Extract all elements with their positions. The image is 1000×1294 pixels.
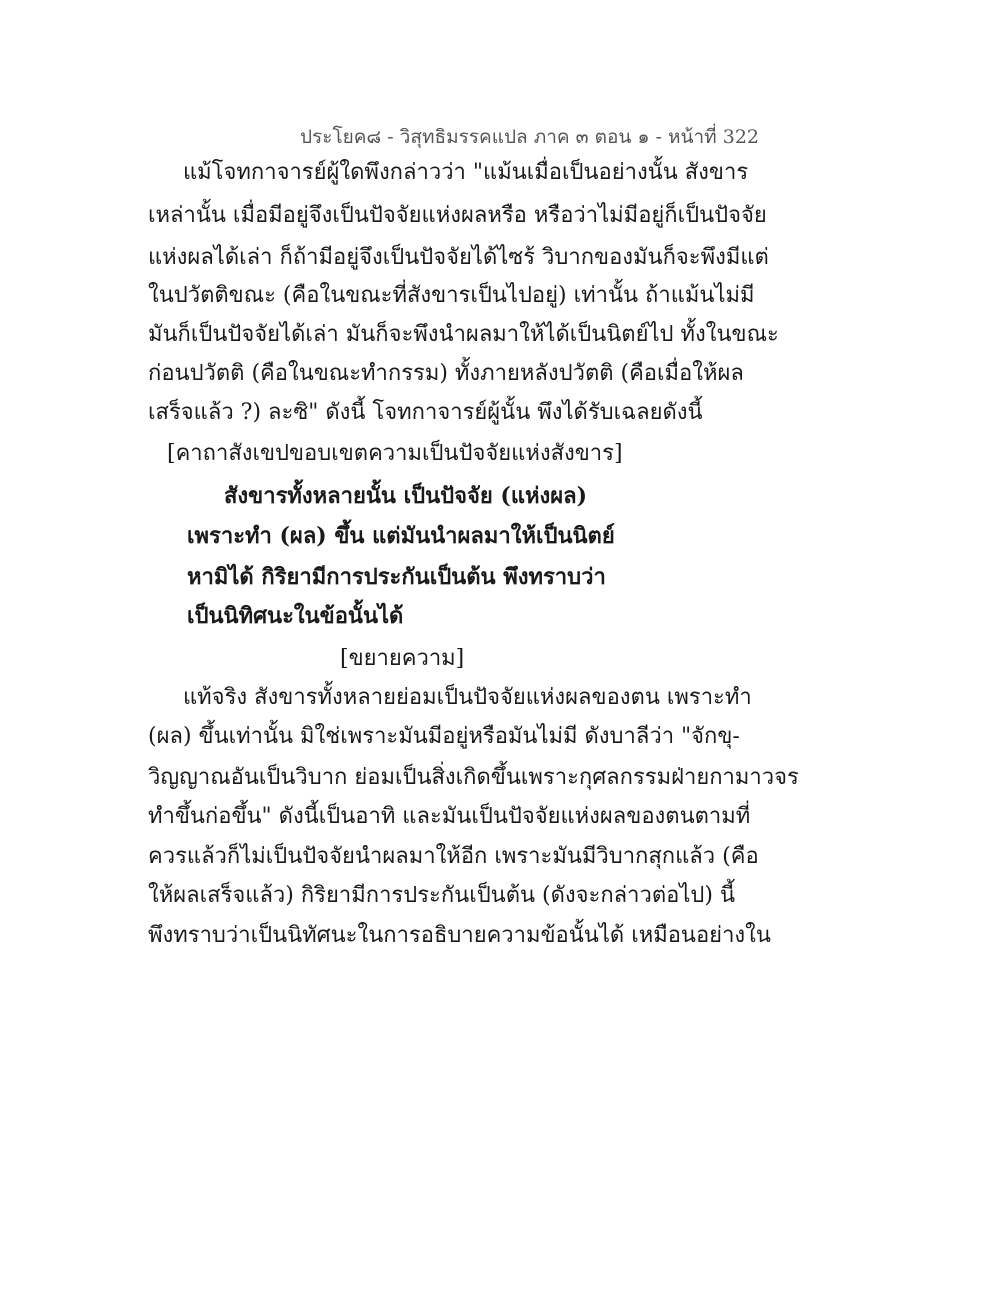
paragraph-1-line: เสร็จแล้ว ?) ละซิ" ดังนี้ โจทกาจารย์ผู้นั้น พึงได้รับเฉลยดังนี้	[148, 400, 703, 425]
verse-line: หามิได้ กิริยามีการประกันเป็นต้น พึงทราบว่า	[187, 564, 606, 590]
paragraph-2-line: แท้จริง สังขารทั้งหลายย่อมเป็นปัจจัยแห่งผลของตน เพราะทำ	[183, 685, 752, 710]
paragraph-1-line: ก่อนปวัตติ (คือในขณะทำกรรม) ทั้งภายหลังปวัตติ (คือเมื่อให้ผล	[148, 361, 744, 386]
paragraph-2-line: พึงทราบว่าเป็นนิทัศนะในการอธิบายความข้อนั้นได้ เหมือนอย่างใน	[148, 923, 771, 948]
section-heading: [ขยายความ]	[340, 646, 465, 671]
paragraph-2-line: ควรแล้วก็ไม่เป็นปัจจัยนำผลมาให้อีก เพราะมันมีวิบากสุกแล้ว (คือ	[148, 844, 759, 869]
page-header: ประโยค๘ - วิสุทธิมรรคแปล ภาค ๓ ตอน ๑ - หน้าที่ 322	[300, 126, 760, 148]
paragraph-2-line: ให้ผลเสร็จแล้ว) กิริยามีการประกันเป็นต้น (ดังจะกล่าวต่อไป) นี้	[148, 883, 736, 908]
paragraph-1-line: เหล่านั้น เมื่อมีอยู่จึงเป็นปัจจัยแห่งผลหรือ หรือว่าไม่มีอยู่ก็เป็นปัจจัย	[148, 203, 767, 228]
verse-line: เพราะทำ (ผล) ขึ้น แต่มันนำผลมาให้เป็นนิตย์	[187, 523, 615, 549]
verse-line: เป็นนิทิศนะในข้อนั้นได้	[187, 603, 404, 629]
paragraph-1-line: แม้โจทกาจารย์ผู้ใดพึงกล่าวว่า "แม้นเมื่อเป็นอย่างนั้น สังขาร	[183, 160, 749, 185]
verse-heading: [คาถาสังเขปขอบเขตความเป็นปัจจัยแห่งสังขาร]	[167, 441, 623, 466]
paragraph-2-line: ทำขึ้นก่อขึ้น" ดังนี้เป็นอาทิ และมันเป็นปัจจัยแห่งผลของตนตามที่	[148, 804, 751, 829]
verse-line: สังขารทั้งหลายนั้น เป็นปัจจัย (แห่งผล)	[224, 483, 588, 509]
paragraph-1-line: มันก็เป็นปัจจัยได้เล่า มันก็จะพึงนำผลมาให้ได้เป็นนิตย์ไป ทั้งในขณะ	[148, 322, 779, 347]
paragraph-1-line: ในปวัตติขณะ (คือในขณะที่สังขารเป็นไปอยู่) เท่านั้น ถ้าแม้นไม่มี	[148, 283, 755, 308]
paragraph-1-line: แห่งผลได้เล่า ก็ถ้ามีอยู่จึงเป็นปัจจัยได้ไซร้ วิบากของมันก็จะพึงมีแต่	[148, 245, 769, 270]
paragraph-2-line: (ผล) ขึ้นเท่านั้น มิใช่เพราะมันมีอยู่หรือมันไม่มี ดังบาลีว่า "จักขุ-	[148, 724, 740, 749]
paragraph-2-line: วิญญาณอันเป็นวิบาก ย่อมเป็นสิ่งเกิดขึ้นเพราะกุศลกรรมฝ่ายกามาวจร	[148, 765, 799, 790]
